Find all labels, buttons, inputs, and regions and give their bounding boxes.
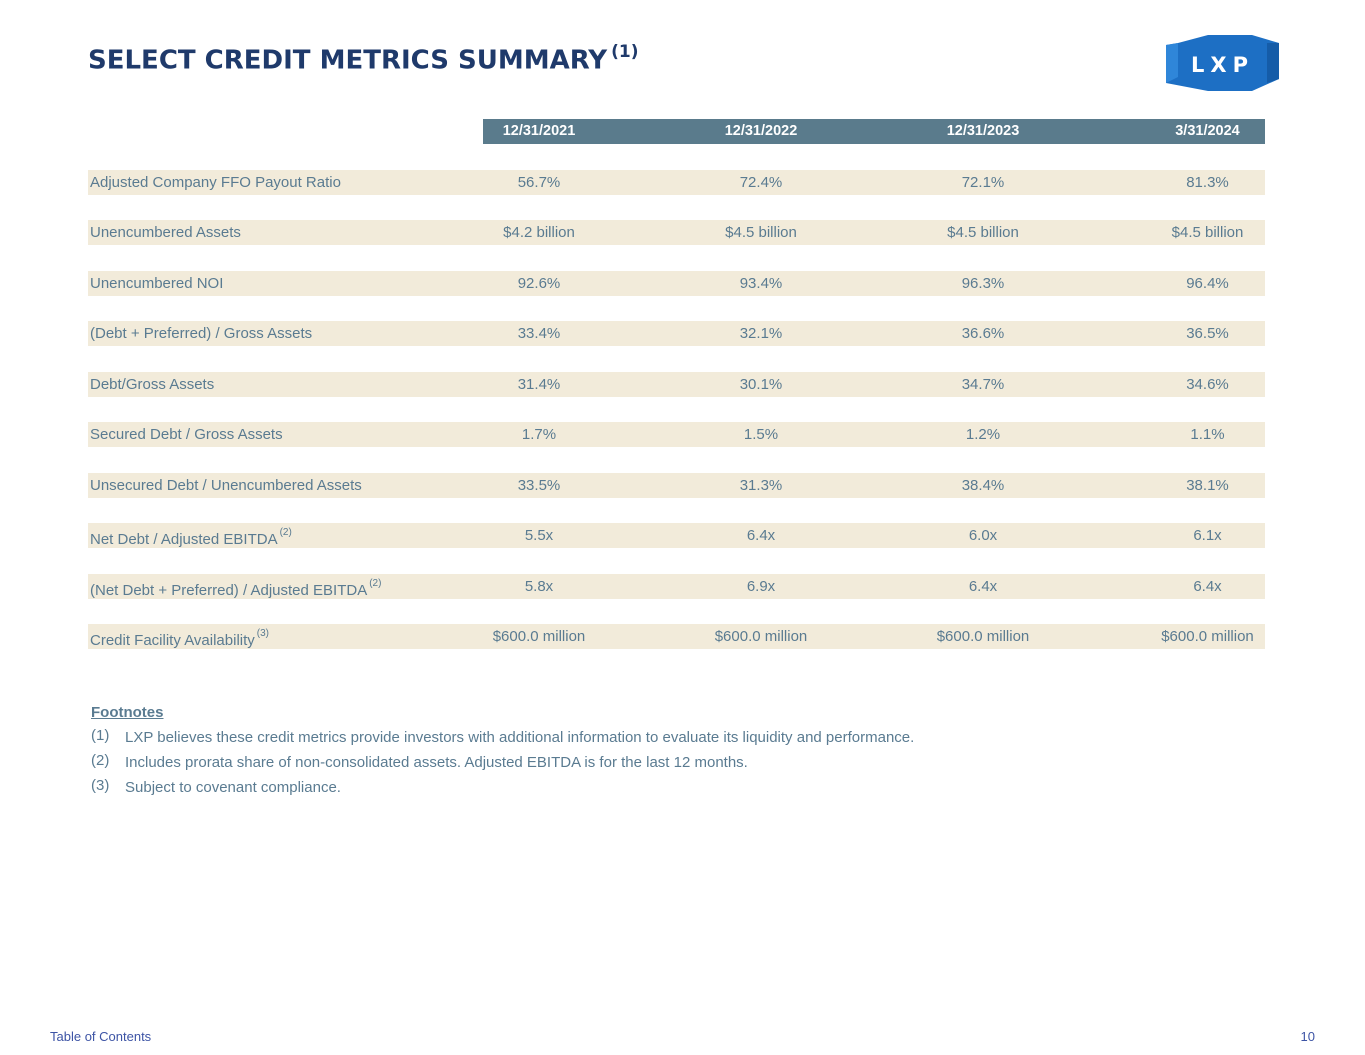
table-cell: $600.0 million [1161, 628, 1254, 645]
logo-text: LXP [1191, 53, 1254, 77]
footnotes-heading: Footnotes [91, 704, 164, 721]
row-label: Unsecured Debt / Unencumbered Assets [90, 477, 362, 494]
table-cell: 34.6% [1186, 376, 1229, 393]
page-number: 10 [1300, 1029, 1315, 1044]
table-cell: 5.5x [524, 527, 554, 544]
title-footnote-ref: (1) [611, 42, 639, 62]
table-row [88, 473, 1265, 498]
table-cell: 36.5% [1186, 325, 1229, 342]
column-header: 12/31/2021 [502, 123, 576, 139]
table-cell: $600.0 million [492, 628, 586, 645]
footnote-text: Subject to covenant compliance. [125, 779, 341, 796]
column-header: 3/31/2024 [1175, 123, 1240, 139]
table-cell: $4.2 billion [503, 224, 575, 241]
table-cell: 33.5% [517, 477, 561, 494]
table-header [88, 119, 1265, 144]
table-cell: $600.0 million [714, 628, 808, 645]
page-title-text: SELECT CREDIT METRICS SUMMARY [88, 45, 608, 76]
footnote-number: (2) [91, 752, 110, 769]
footnote-text: LXP believes these credit metrics provide investors with additional information to evaluate its liquidity and performance. [125, 729, 915, 746]
table-cell: 6.4x [1193, 578, 1222, 595]
table-cell: 31.4% [517, 376, 561, 393]
table-cell: 72.1% [961, 174, 1005, 191]
table-cell: 38.4% [961, 477, 1005, 494]
credit-metrics-table [88, 119, 1265, 649]
table-cell: 92.6% [517, 275, 561, 292]
table-cell: 96.4% [1186, 275, 1229, 292]
table-cell: 6.4x [746, 527, 776, 544]
table-cell: 6.0x [968, 527, 998, 544]
table-cell: $600.0 million [936, 628, 1030, 645]
table-row [88, 523, 1265, 548]
table-cell: 96.3% [961, 275, 1005, 292]
table-row [88, 372, 1265, 397]
footnote-item [91, 750, 748, 775]
table-cell: 56.7% [517, 174, 561, 191]
row-label: Net Debt / Adjusted EBITDA $^{(2)}$ [90, 527, 292, 548]
table-cell: 72.4% [739, 174, 783, 191]
table-cell: $4.5 billion [947, 224, 1019, 241]
column-header: 12/31/2022 [724, 123, 798, 139]
row-label: Credit Facility Availability $^{(3)}$ [90, 628, 270, 649]
row-label: Adjusted Company FFO Payout Ratio [90, 174, 341, 191]
lxp-logo [1166, 35, 1279, 91]
table-of-contents-link[interactable]: Table of Contents [50, 1029, 152, 1044]
table-cell: 1.2% [965, 426, 1001, 443]
table-row [88, 321, 1265, 346]
footnote-item [91, 775, 341, 800]
table-cell: 33.4% [517, 325, 561, 342]
row-label: Unencumbered Assets [90, 224, 241, 241]
table-row [88, 574, 1265, 599]
column-header: 12/31/2023 [946, 123, 1020, 139]
table-cell: 34.7% [961, 376, 1005, 393]
table-cell: 1.5% [743, 426, 779, 443]
footnote-ref: (2) [369, 578, 382, 589]
footnote-ref: (3) [256, 628, 270, 639]
footnote-item [91, 725, 915, 750]
table-cell: 31.3% [739, 477, 783, 494]
table-cell: 30.1% [739, 376, 783, 393]
table-row [88, 271, 1265, 296]
table-cell: 6.4x [968, 578, 998, 595]
table-cell: 1.7% [521, 426, 557, 443]
row-label: Secured Debt / Gross Assets [90, 426, 283, 443]
table-row [88, 170, 1265, 195]
row-label: Debt/Gross Assets [90, 376, 215, 393]
table-cell: 6.9x [746, 578, 776, 595]
footnote-ref: (2) [279, 527, 292, 538]
table-cell: 6.1x [1193, 527, 1222, 544]
table-cell: 81.3% [1186, 174, 1229, 191]
table-cell: 93.4% [739, 275, 783, 292]
table-cell: 5.8x [524, 578, 554, 595]
footnote-text: Includes prorata share of non-consolidated assets. Adjusted EBITDA is for the last 12 months. [125, 754, 748, 771]
footnote-number: (1) [91, 727, 110, 744]
table-row [88, 624, 1265, 649]
row-label: (Net Debt + Preferred) / Adjusted EBITDA $^{(2)}$ [90, 578, 382, 599]
table-row [88, 422, 1265, 447]
footnotes [91, 703, 915, 800]
row-label: Unencumbered NOI [90, 275, 224, 292]
row-label: (Debt + Preferred) / Gross Assets [90, 325, 313, 342]
footnote-number: (3) [91, 777, 110, 794]
table-cell: $4.5 billion [1171, 224, 1244, 241]
table-cell: 32.1% [739, 325, 783, 342]
table-cell: 38.1% [1186, 477, 1229, 494]
table-cell: 36.6% [961, 325, 1005, 342]
header-bar [483, 119, 1265, 144]
table-cell: $4.5 billion [725, 224, 797, 241]
page-title [88, 44, 639, 76]
table-cell: 1.1% [1190, 426, 1225, 443]
table-row [88, 220, 1265, 245]
